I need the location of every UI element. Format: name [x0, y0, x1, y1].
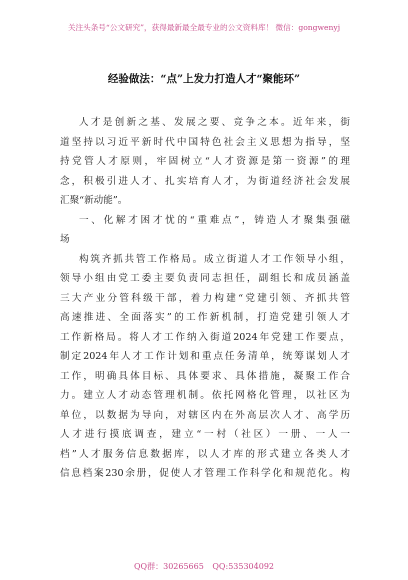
- body-line: 人才是创新之基、发展之要、竞争之本。近年来，街: [79, 117, 350, 128]
- body-line: 构筑齐抓共管工作格局。成立街道人才工作领导小组，: [79, 253, 350, 265]
- body-line: 制定2024年人才工作计划和重点任务清单，统筹谋划人才: [60, 351, 350, 362]
- contact-footer: [0, 561, 408, 572]
- qq-contact: QQ:535304092: [212, 562, 274, 571]
- section-heading-cont: 场: [60, 234, 70, 245]
- body-line: 三大产业分管科级干部，着力构建“党建引领、齐抓共管: [60, 292, 350, 304]
- body-line: 信息档案230余册，促使人才管理工作科学化和规范化。构: [60, 468, 350, 479]
- body-line: 人才进行摸底调查，建立“一村（社区）一册、一人一: [60, 429, 350, 440]
- document-title: 经验做法：“点”上发力打造人才“聚能环”: [107, 73, 301, 85]
- body-line: 持党管人才原则，牢固树立“人才资源是第一资源”的理: [60, 156, 350, 167]
- body-line: 工作，明确具体目标、具体要求、具体措施，凝聚工作合: [60, 370, 350, 382]
- body-line: 工作新格局。将人才工作纳入街道2024年党建工作要点，: [60, 331, 350, 343]
- body-line: 高速推进、全面落实”的工作新机制，打造党建引领人才: [60, 312, 350, 323]
- document-body: [60, 113, 350, 484]
- body-line: 单位，以数据为导向，对辖区内在外高层次人才、高学历: [60, 409, 350, 421]
- body-line: 念，积极引进人才、扎实培育人才，为街道经济社会发展: [60, 175, 350, 187]
- section-heading: 一、化解才困才忧的“重难点”，铸造人才聚集强磁: [79, 214, 350, 226]
- body-line: 档”人才服务信息数据库，以人才库的形式建立各类人才: [60, 448, 350, 460]
- body-line: 力。建立人才动态管理机制。依托网格化管理，以社区为: [60, 390, 350, 401]
- body-line: 汇聚“新动能”。: [60, 195, 128, 206]
- qq-group: QQ群：30265665: [133, 562, 204, 571]
- body-line: 领导小组由党工委主要负责同志担任，副组长和成员涵盖: [60, 273, 350, 284]
- promo-header: 关注头条号“公文研究”，获得最新最全最专业的公文资料库！ 微信：gongwenyj: [67, 23, 341, 32]
- body-line: 道坚持以习近平新时代中国特色社会主义思想为指导，坚: [60, 136, 350, 148]
